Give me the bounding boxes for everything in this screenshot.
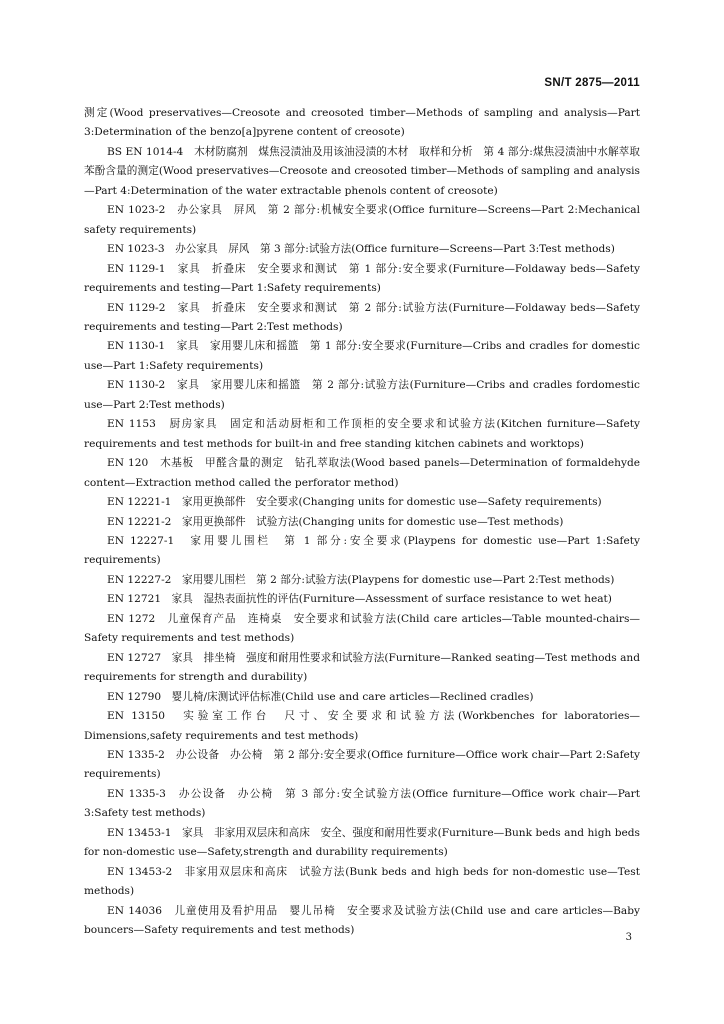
- reference-entry: EN 1023-2 办公家具 屏风 第 2 部分:机械安全要求(Office furniture—Screens—Part 2:Mechanical safety requirements): [84, 204, 640, 236]
- document-body: [84, 104, 640, 940]
- reference-entry: EN 1023-3 办公家具 屏风 第 3 部分:试验方法(Office furniture—Screens—Part 3:Test methods): [107, 243, 615, 256]
- reference-entry: EN 13150 实验室工作台 尺寸、安全要求和试验方法(Workbenches for laboratories—Dimensions,safety requirements and test methods): [84, 710, 640, 742]
- standard-code-header: SN/T 2875—2011: [544, 77, 640, 89]
- reference-entry: EN 1153 厨房家具 固定和活动厨柜和工作顶柜的安全要求和试验方法(Kitchen furniture—Safety requirements and test methods for built-in and free standing kitchen cabinets and worktops): [84, 418, 640, 450]
- reference-entry: EN 1335-2 办公设备 办公椅 第 2 部分:安全要求(Office furniture—Office work chair—Part 2:Safety requirements): [84, 748, 640, 781]
- page-number: 3: [625, 932, 632, 943]
- reference-entry: 测定(Wood preservatives—Creosote and creosoted timber—Methods of sampling and analysis—Part 3:Determination of the benzo[a]pyrene content of creosote): [84, 107, 640, 139]
- reference-entry: EN 12721 家具 湿热表面抗性的评估(Furniture—Assessment of surface resistance to wet heat): [107, 593, 612, 606]
- reference-entry: EN 120 木基板 甲醛含量的测定 钻孔萃取法(Wood based panels—Determination of formaldehyde content—Extraction method called the perforator method): [84, 457, 640, 489]
- reference-entry: EN 12227-1 家用婴儿围栏 第 1 部分:安全要求(Playpens for domestic use—Part 1:Safety requirements): [84, 534, 640, 567]
- reference-entry: EN 12790 婴儿椅/床测试评估标准(Child use and care articles—Reclined cradles): [107, 690, 534, 703]
- reference-entry: EN 12221-1 家用更换部件 安全要求(Changing units for domestic use—Safety requirements): [107, 496, 602, 509]
- reference-entry: EN 1129-1 家具 折叠床 安全要求和测试 第 1 部分:安全要求(Furniture—Foldaway beds—Safety requirements and testing—Part 1:Safety requirements): [84, 262, 640, 295]
- reference-entry: EN 1272 儿童保育产品 连椅桌 安全要求和试验方法(Child care articles—Table mounted-chairs—Safety requirements and test methods): [84, 612, 640, 645]
- reference-entry: EN 12221-2 家用更换部件 试验方法(Changing units for domestic use—Test methods): [107, 515, 564, 528]
- reference-entry: EN 13453-2 非家用双层床和高床 试验方法(Bunk beds and high beds for non-domestic use—Test methods): [84, 865, 640, 898]
- reference-entry: EN 12727 家具 排坐椅 强度和耐用性要求和试验方法(Furniture—Ranked seating—Test methods and requirements for strength and durability): [84, 651, 640, 684]
- reference-entry: EN 14036 儿童使用及看护用品 婴儿吊椅 安全要求及试验方法(Child use and care articles—Baby bouncers—Safety requirements and test methods): [84, 904, 640, 937]
- reference-entry: EN 1130-1 家具 家用婴儿床和摇篮 第 1 部分:安全要求(Furniture—Cribs and cradles for domestic use—Part 1:Safety requirements): [84, 340, 640, 372]
- reference-entry: EN 1129-2 家具 折叠床 安全要求和测试 第 2 部分:试验方法(Furniture—Foldaway beds—Safety requirements and testing—Part 2:Test methods): [84, 301, 640, 333]
- reference-entry: EN 13453-1 家具 非家用双层床和高床 安全、强度和耐用性要求(Furniture—Bunk beds and high beds for non-domestic use—Safety,strength and durability requirements): [84, 826, 640, 859]
- reference-entry: EN 1335-3 办公设备 办公椅 第 3 部分:安全试验方法(Office furniture—Office work chair—Part 3:Safety test methods): [84, 787, 640, 820]
- reference-entry: EN 1130-2 家具 家用婴儿床和摇篮 第 2 部分:试验方法(Furniture—Cribs and cradles fordomestic use—Part 2:Test methods): [84, 379, 640, 411]
- reference-entry: EN 12227-2 家用婴儿围栏 第 2 部分:试验方法(Playpens for domestic use—Part 2:Test methods): [107, 573, 615, 586]
- reference-entry: BS EN 1014-4 木材防腐剂 煤焦浸渍油及用该油浸渍的木材 取样和分析 第 4 部分:煤焦浸渍油中水解萃取苯酚含量的测定(Wood preservatives—Creosote and creosoted timber—Methods of sampling and analysis—Part 4:Determination of the water extractable phenols content of creosote): [84, 145, 640, 197]
